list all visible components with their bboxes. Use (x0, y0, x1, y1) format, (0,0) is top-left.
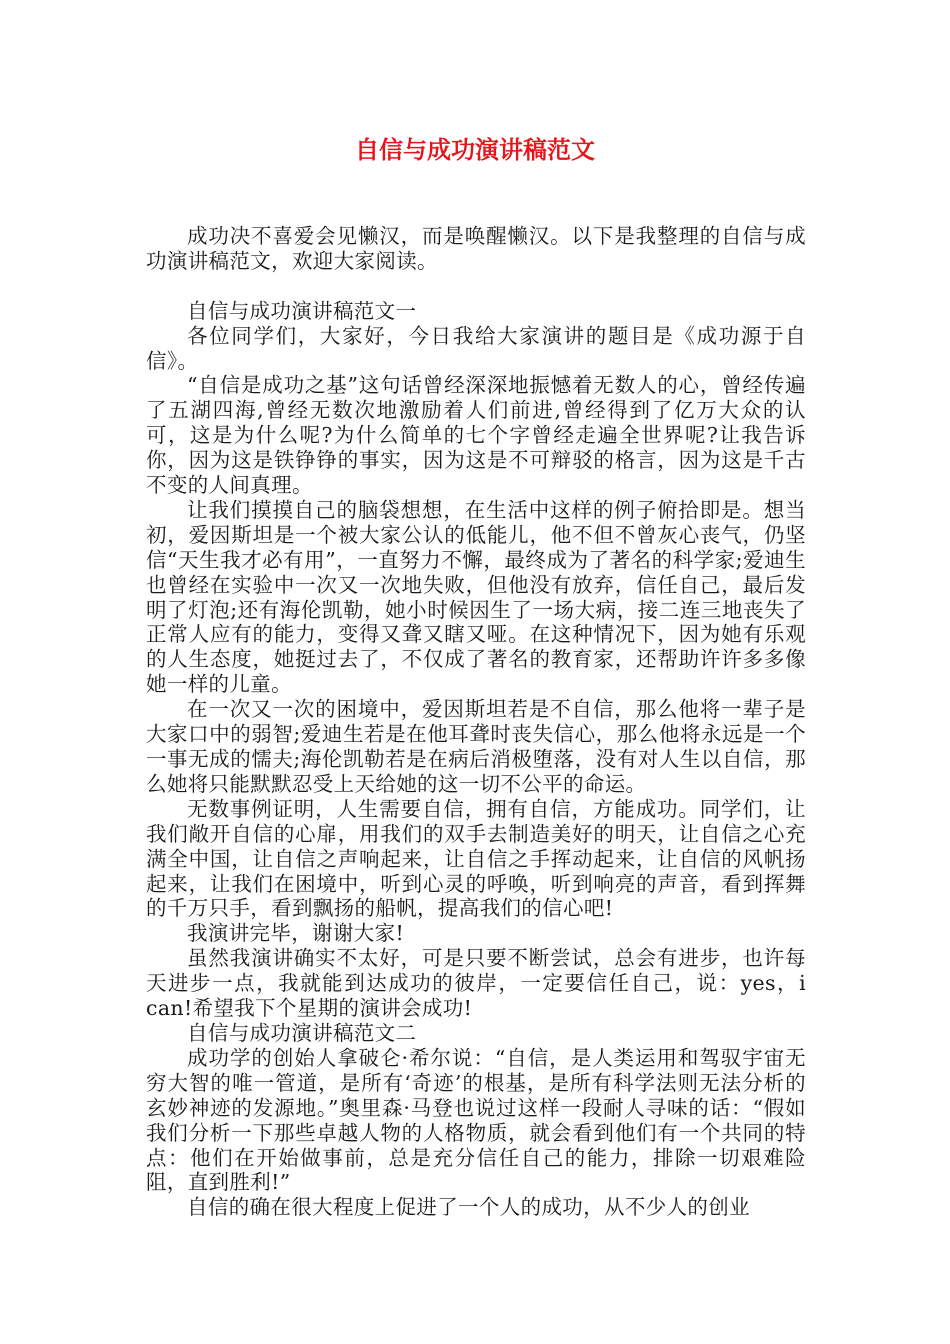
section-heading-one: 自信与成功演讲稿范文一 (187, 298, 417, 323)
intro-paragraph: 成功决不喜爱会见懒汉，而是唤醒懒汉。以下是我整理的自信与成功演讲稿范文，欢迎大家阅读。 (146, 224, 806, 273)
body-paragraph: 无数事例证明，人生需要自信，拥有自信，方能成功。同学们，让我们敞开自信的心扉，用我们的双手去制造美好的明天，让自信之心充满全中国，让自信之声响起来，让自信之手挥动起来，让自信的风帆扬起来，让我们在困境中，听到心灵的呼唤，听到响亮的声音，看到挥舞的千万只手，看到飘扬的船帆，提高我们的信心吧! (146, 796, 806, 921)
body-paragraph: 自信的确在很大程度上促进了一个人的成功，从不少人的创业 (187, 1195, 750, 1220)
body-paragraph: 在一次又一次的困境中，爱因斯坦若是不自信，那么他将一辈子是大家口中的弱智;爱迪生若是在他耳聋时丧失信心，那么他将永远是一个一事无成的懦夫;海伦凯勒若是在病后消极堕落，没有对人生以自信，那么她将只能默默忍受上天给她的这一切不公平的命运。 (146, 697, 806, 796)
document-body (146, 224, 806, 1220)
body-paragraph: 虽然我演讲确实不太好，可是只要不断尝试，总会有进步，也许每天进步一点，我就能到达成功的彼岸，一定要信任自己，说：yes，i can!希望我下个星期的演讲会成功! (146, 946, 806, 1021)
body-paragraph: “自信是成功之基”这句话曾经深深地振憾着无数人的心，曾经传遍了五湖四海,曾经无数次地激励着人们前进,曾经得到了亿万大众的认可，这是为什么呢?为什么简单的七个字曾经走遍全世界呢?让我告诉你，因为这是铁铮铮的事实，因为这是不可辩驳的格言，因为这是千古不变的人间真理。 (146, 373, 806, 498)
body-paragraph: 我演讲完毕，谢谢大家! (187, 921, 405, 946)
section-heading-two: 自信与成功演讲稿范文二 (187, 1020, 417, 1045)
body-paragraph: 各位同学们，大家好，今日我给大家演讲的题目是《成功源于自信》。 (146, 323, 806, 373)
document-title: 自信与成功演讲稿范文 (355, 136, 595, 164)
body-paragraph: 成功学的创始人拿破仑·希尔说：“自信，是人类运用和驾驭宇宙无穷大智的唯一管道，是所有‘奇迹’的根基，是所有科学法则无法分析的玄妙神迹的发源地。”奥里森·马登也说过这样一段耐人寻味的话：“假如我们分析一下那些卓越人物的人格物质，就会看到他们有一个共同的特点：他们在开始做事前，总是充分信任自己的能力，排除一切艰难险阻，直到胜利!” (146, 1045, 806, 1195)
body-paragraph: 让我们摸摸自己的脑袋想想，在生活中这样的例子俯拾即是。想当初，爱因斯坦是一个被大家公认的低能儿，他不但不曾灰心丧气，仍坚信“天生我才必有用”，一直努力不懈，最终成为了著名的科学家;爱迪生也曾经在实验中一次又一次地失败，但他没有放弃，信任自己，最后发明了灯泡;还有海伦凯勒，她小时候因生了一场大病，接二连三地丧失了正常人应有的能力，变得又聋又瞎又哑。在这种情况下，因为她有乐观的人生态度，她挺过去了，不仅成了著名的教育家，还帮助许许多多像她一样的儿童。 (146, 497, 806, 697)
